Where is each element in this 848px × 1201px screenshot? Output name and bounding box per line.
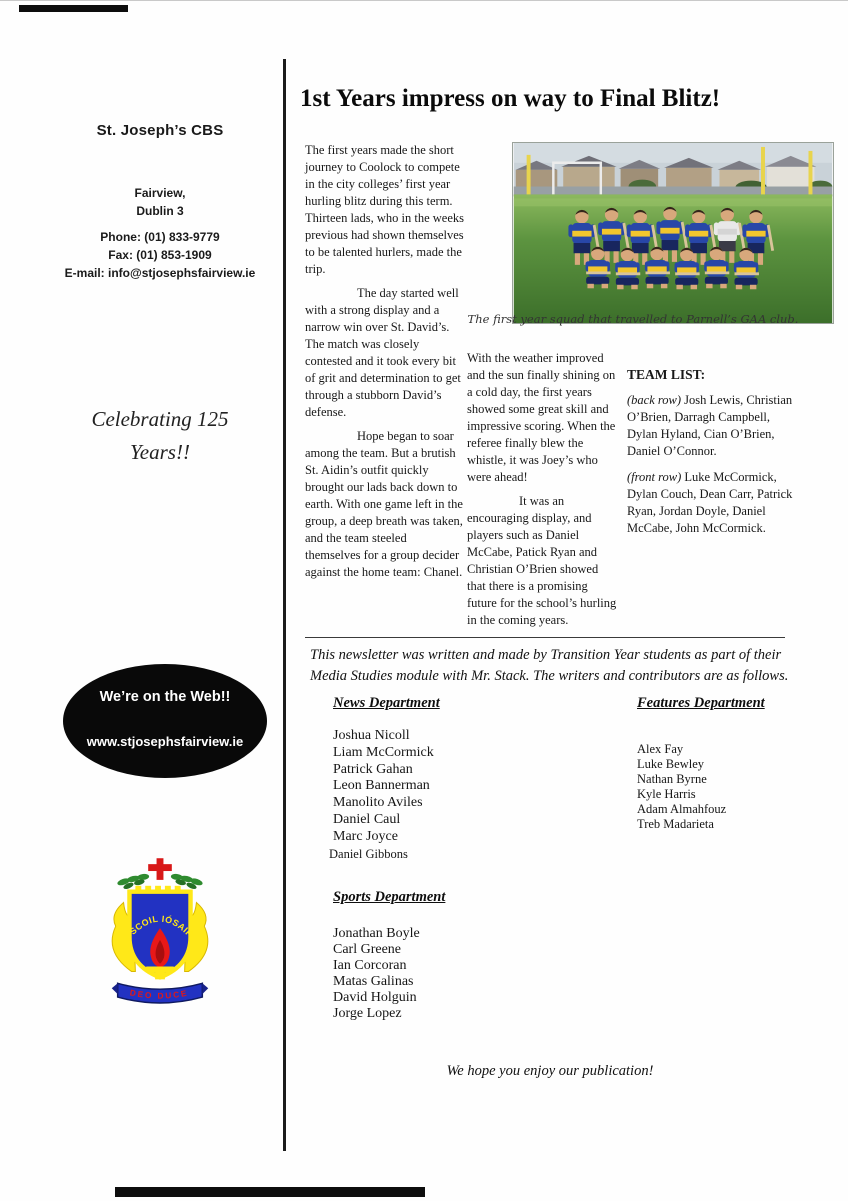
list-item: Marc Joyce (333, 828, 398, 844)
school-name: St. Joseph’s CBS (96, 122, 224, 139)
list-item: Alex Fay (637, 742, 684, 756)
features-department-header: Features Department (637, 695, 765, 711)
anniversary-note: Celebrating 125 Years!! (91, 407, 229, 464)
back-row-label: (back row) (627, 393, 685, 407)
news-department-list (329, 728, 513, 862)
section-divider (305, 637, 785, 638)
front-row-label: (front row) (627, 470, 685, 484)
fax-number: Fax: (01) 853-1909 (108, 248, 212, 262)
list-item: Luke Bewley (637, 757, 704, 771)
features-department-list (637, 742, 817, 832)
address-line-1: Fairview, (134, 186, 186, 200)
features-department-section (637, 695, 817, 832)
vertical-divider (283, 59, 286, 1151)
list-item: Daniel Gibbons (329, 846, 408, 861)
list-item: Matas Galinas (333, 974, 414, 989)
list-item: Carl Greene (333, 942, 402, 957)
phone-number: Phone: (01) 833-9779 (100, 230, 220, 244)
list-item: Treb Madarieta (637, 817, 714, 831)
sports-department-section (333, 889, 513, 1022)
team-photo (512, 142, 834, 324)
credits-intro: This newsletter was written and made by Transition Year students as part of their Media Studies module with Mr. Stack. The writers and contributors are as follows. (310, 647, 789, 684)
email-address: E-mail: info@stjosephsfairview.ie (64, 266, 256, 280)
list-item: David Holguin (333, 990, 417, 1005)
address-line-2: Dublin 3 (136, 204, 184, 218)
list-item: Jonathan Boyle (333, 926, 420, 941)
school-crest-icon (96, 855, 224, 1019)
scan-artifact-top-bar (19, 5, 128, 12)
school-crest (96, 855, 224, 1019)
list-item: Nathan Byrne (637, 772, 707, 786)
web-banner-title: We’re on the Web!! (99, 689, 231, 705)
scan-artifact-bottom-bar (115, 1187, 425, 1197)
team-list-back-row (627, 392, 799, 460)
list-item: Kyle Harris (637, 787, 696, 801)
back-row-names: Josh Lewis, Christian O’Brien, Darragh Campbell, Dylan Hyland, Cian O’Brien, Daniel O’Connor. (627, 393, 793, 458)
news-department-header: News Department (333, 695, 440, 711)
article-paragraph: It was an encouraging display, and players such as Daniel McCabe, Patick Ryan and Christian O’Brien showed that there is a promising future for the school’s hurling in the coming years. (467, 494, 617, 627)
article-headline: 1st Years impress on way to Final Blitz! (300, 85, 721, 112)
closing-note: We hope you enjoy our publication! (446, 1063, 654, 1079)
news-department-section (329, 695, 513, 862)
team-list-column (627, 366, 799, 546)
web-banner (63, 664, 267, 778)
photo-caption: The first year squad that travelled to Parnell’s GAA club. (467, 312, 799, 326)
article-column-2 (467, 350, 617, 636)
article-paragraph: With the weather improved and the sun finally shining on a cold day, the first years showed some great skill and impressive scoring. When the referee finally blew the whistle, it was Joey’s who were ahead! (467, 351, 616, 484)
article-column-1 (305, 142, 465, 588)
team-list-front-row (627, 469, 799, 537)
list-item: Adam Almahfouz (637, 802, 727, 816)
crest-motto: DEO DUCE (129, 987, 190, 1001)
sports-department-header: Sports Department (333, 889, 446, 905)
list-item: Daniel Caul (333, 811, 401, 827)
list-item: Manolito Aviles (333, 795, 423, 811)
list-item: Joshua Nicoll (333, 728, 410, 743)
sports-department-list (333, 926, 513, 1022)
article-paragraph: The first years made the short journey to Coolock to compete in the city colleges’ first year hurling blitz during this term. Thirteen lads, who in the weeks previous had shown themselves to be talented hurlers, made the trip. (305, 143, 464, 276)
school-address (50, 184, 270, 220)
article-paragraph: Hope began to soar among the team. But a brutish St. Aidin’s outfit quickly brought our lads back down to earth. With one game left in the group, a deep breath was taken, and the team steeled themselves for a group decider against the home team: Chanel. (305, 429, 463, 579)
contact-info (50, 228, 270, 282)
list-item: Leon Bannerman (333, 778, 430, 794)
team-photo-image (513, 143, 833, 323)
list-item: Ian Corcoran (333, 958, 407, 973)
list-item: Patrick Gahan (333, 761, 413, 777)
list-item: Liam McCormick (333, 744, 434, 760)
crest-school-name: SCOIL IÓSAIF (127, 913, 195, 939)
front-row-names: Luke McCormick, Dylan Couch, Dean Carr, Patrick Ryan, Jordan Doyle, Daniel McCabe, John McCormick. (627, 470, 793, 535)
list-item: Jorge Lopez (333, 1006, 402, 1021)
website-url: www.stjosephsfairview.ie (86, 734, 244, 749)
article-paragraph: The day started well with a strong display and a narrow win over St. David’s. The match was closely contested and it took every bit of grit and determination to get through a stubborn David’s defense. (305, 286, 461, 419)
team-list-header: TEAM LIST: (627, 367, 706, 382)
